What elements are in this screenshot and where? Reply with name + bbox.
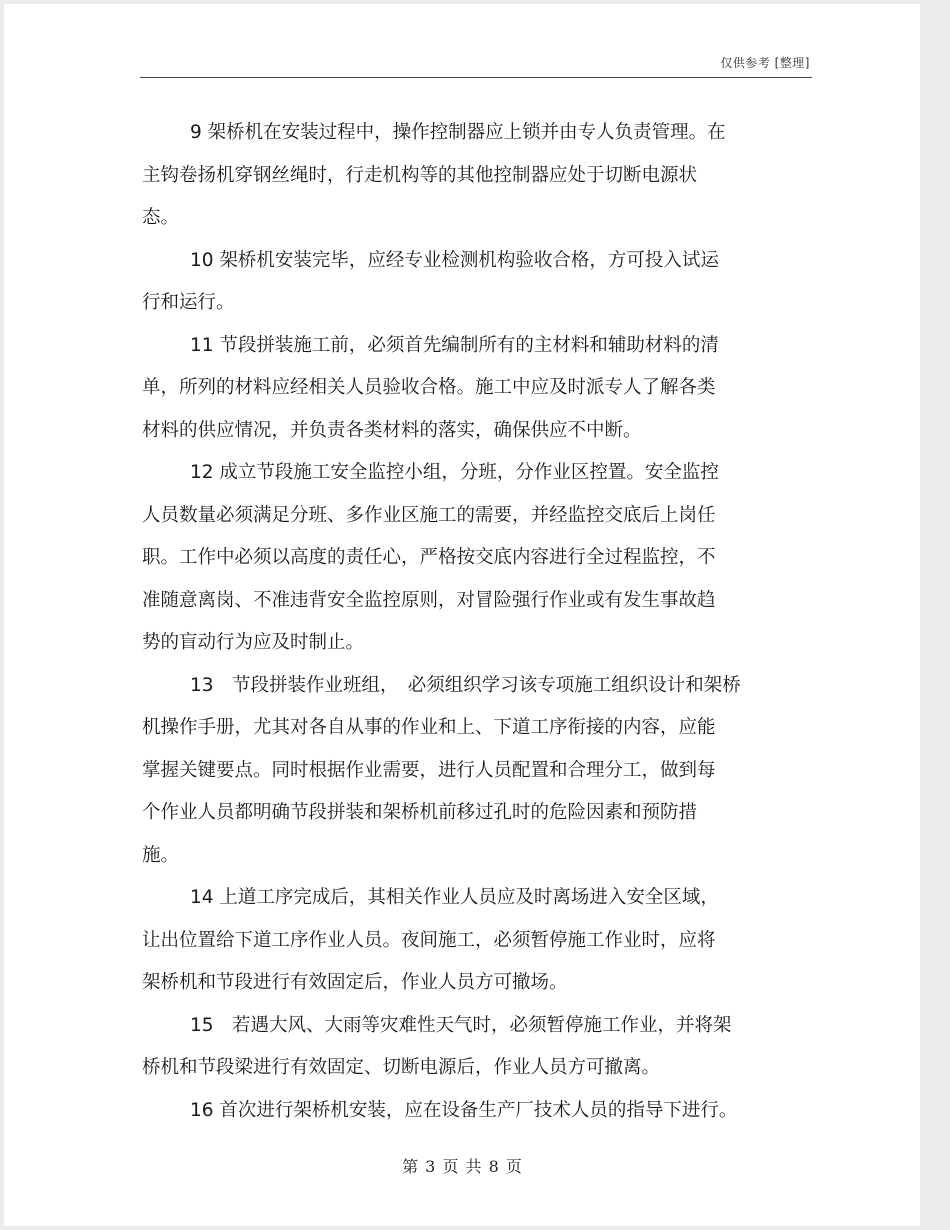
text-line: 桥机和节段梁进行有效固定、切断电源后，作业人员方可撤离。: [142, 1057, 661, 1078]
text-line: 12 成立节段施工安全监控小组，分班，分作业区控置。安全监控: [190, 462, 719, 483]
text-line: 14 上道工序完成后，其相关作业人员应及时离场进入安全区域，: [190, 887, 719, 908]
text-line: 9 架桥机在安装过程中，操作控制器应上锁并由专人负责管理。在: [190, 122, 726, 143]
paragraph-16: [142, 1090, 790, 1133]
text-line: 主钩卷扬机穿钢丝绳时，行走机构等的其他控制器应处于切断电源状: [142, 164, 698, 186]
text-line: 架桥机和节段进行有效固定后，作业人员方可撤场。: [142, 972, 568, 993]
header-divider: [140, 77, 812, 78]
document-page: [4, 4, 920, 1226]
paragraph-14: [142, 877, 790, 1005]
paragraph-12: [142, 452, 790, 665]
text-line: 施。: [142, 844, 180, 866]
paragraph-9: [142, 112, 790, 240]
text-line: 单，所列的材料应经相关人员验收合格。施工中应及时派专人了解各类: [142, 377, 716, 398]
text-line: 人员数量必须满足分班、多作业区施工的需要，并经监控交底后上岗任: [142, 504, 716, 526]
paragraph-15: [142, 1005, 790, 1090]
text-line: 材料的供应情况，并负责各类材料的落实，确保供应不中断。: [142, 419, 642, 441]
text-line: 15 若遇大风、大雨等灾难性天气时，必须暂停施工作业，并将架: [190, 1014, 732, 1036]
text-line: 准随意离岗、不准违背安全监控原则，对冒险强行作业或有发生事故趋: [142, 589, 716, 611]
paragraph-10: [142, 240, 790, 325]
text-line: 13 节段拼装作业班组， 必须组织学习该专项施工组织设计和架桥: [190, 674, 741, 696]
text-line: 让出位置给下道工序作业人员。夜间施工，必须暂停施工作业时，应将: [142, 929, 716, 951]
text-line: 16 首次进行架桥机安装，应在设备生产厂技术人员的指导下进行。: [190, 1099, 738, 1121]
text-line: 11 节段拼装施工前，必须首先编制所有的主材料和辅助材料的清: [190, 334, 719, 356]
body-text: [142, 112, 790, 1132]
text-line: 机操作手册，尤其对各自从事的作业和上、下道工序衔接的内容，应能: [142, 717, 716, 738]
text-line: 掌握关键要点。同时根据作业需要，进行人员配置和合理分工，做到每: [142, 759, 716, 781]
paragraph-11: [142, 325, 790, 453]
text-line: 势的盲动行为应及时制止。: [142, 632, 365, 653]
paragraph-13: [142, 665, 790, 878]
text-line: 态。: [142, 207, 180, 228]
text-line: 10 架桥机安装完毕，应经专业检测机构验收合格，方可投入试运: [190, 249, 719, 271]
text-line: 行和运行。: [142, 292, 235, 313]
header-note: 仅供参考 [整理]: [720, 56, 810, 70]
text-line: 职。工作中必须以高度的责任心，严格按交底内容进行全过程监控，不: [142, 547, 716, 568]
page-number: 第 3 页 共 8 页: [402, 1157, 522, 1176]
text-line: 个作业人员都明确节段拼装和架桥机前移过孔时的危险因素和预防措: [142, 802, 698, 823]
